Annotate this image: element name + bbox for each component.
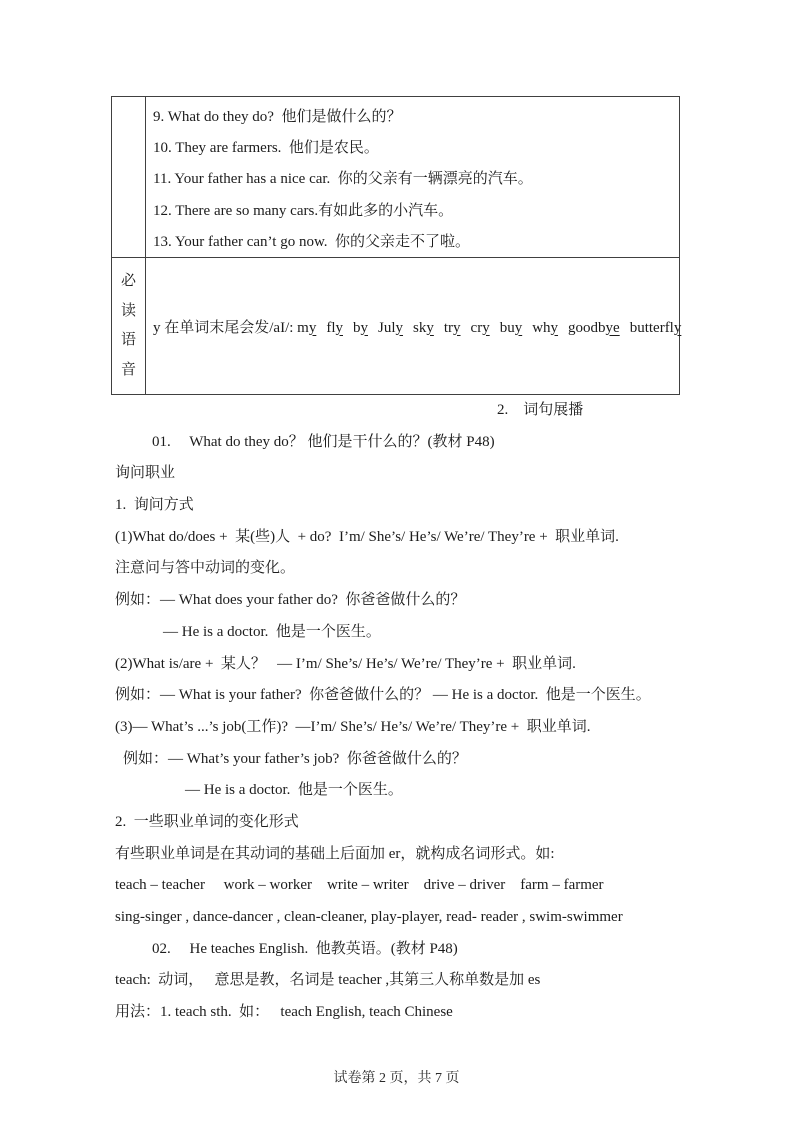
body-line: 1. 询问方式	[115, 497, 194, 514]
table-sentence-line: 12. There are so many cars.有如此多的小汽车。	[153, 202, 454, 219]
body-line: 用法：1. teach sth. 如： teach English, teach Chinese	[115, 1004, 453, 1021]
phonics-word-underlined: y	[426, 319, 434, 336]
phonics-word-stem: bu	[499, 319, 515, 336]
section-heading: 2. 词句展播	[497, 402, 584, 418]
phonics-word	[630, 320, 682, 336]
phonics-word-stem: wh	[532, 319, 551, 336]
body-line: 2. 一些职业单词的变化形式	[115, 813, 299, 830]
phonics-word-stem: b	[353, 319, 361, 336]
body-line: 询问职业	[115, 465, 176, 482]
phonics-label	[112, 258, 146, 394]
phonics-word-stem: cr	[470, 319, 483, 336]
body-line: 例如：— What does your father do? 你爸爸做什么的？	[115, 592, 466, 609]
body-line: 01. What do they do？ 他们是干什么的？(教材 P48)	[152, 433, 495, 450]
phonics-word-underlined: y	[308, 319, 317, 336]
phonics-word	[297, 320, 316, 336]
phonics-word	[378, 320, 403, 336]
summary-table	[111, 96, 680, 395]
page-footer: 试卷第 2 页，共 7 页	[333, 1071, 460, 1086]
phonics-word-underlined: y	[550, 319, 559, 336]
body-line: (1)What do/does + 某(些)人 + do? I’m/ She’s/ He’s/ We’re/ They’re + 职业单词.	[115, 528, 619, 545]
body-line: (3)— What’s ...’s job(工作)? —I’m/ She’s/ He’s/ We’re/ They’re + 职业单词.	[115, 718, 591, 735]
phonics-word-underlined: ye	[605, 319, 620, 336]
table-sentence-line: 10. They are farmers. 他们是农民。	[153, 140, 379, 157]
phonics-word-underlined: y	[482, 319, 490, 336]
phonics-word-stem: fl	[326, 319, 336, 336]
table-sentence-line: 13. Your father can’t go now. 你的父亲走不了啦。	[153, 233, 471, 250]
body-line: 例如：— What is your father? 你爸爸做什么的？ — He is a doctor. 他是一个医生。	[115, 687, 651, 704]
phonics-word	[353, 320, 368, 336]
table-row-phonics	[112, 258, 682, 394]
phonics-word-stem: Jul	[378, 319, 396, 336]
phonics-line	[153, 316, 681, 337]
phonics-word-underlined: y	[514, 319, 523, 336]
page-content	[111, 96, 680, 1029]
phonics-word	[326, 320, 343, 336]
body-line: teach – teacher work – worker write – writer drive – driver farm – farmer	[115, 877, 604, 894]
phonics-word-underlined: y	[395, 319, 404, 336]
phonics-label-char: 音	[120, 362, 136, 379]
table-sentences	[146, 97, 679, 257]
body-line: 注意问与答中动词的变化。	[115, 560, 296, 577]
phonics-intro: y 在单词末尾会发/aI/:	[153, 319, 298, 336]
table-label-cell-empty	[112, 97, 146, 257]
body-line: teach: 动词， 意思是教，名词是 teacher ,其第三人称单数是加 es	[115, 972, 541, 989]
body-text	[111, 395, 680, 1029]
phonics-word-stem: tr	[443, 319, 454, 336]
phonics-word-stem: butterfl	[629, 319, 674, 336]
table-sentence-line: 11. Your father has a nice car. 你的父亲有一辆漂亮的汽车。	[153, 171, 533, 188]
phonics-word-underlined: y	[673, 319, 682, 336]
phonics-label-char: 语	[120, 332, 136, 349]
phonics-word-stem: m	[297, 319, 309, 336]
phonics-word	[413, 320, 434, 336]
phonics-word	[568, 320, 620, 336]
table-sentence-line: 9. What do they do? 他们是做什么的？	[153, 109, 402, 125]
phonics-word-underlined: y	[453, 319, 461, 336]
phonics-label-char: 必	[120, 272, 136, 289]
phonics-word	[500, 320, 523, 336]
phonics-cell	[146, 258, 681, 394]
phonics-word-underlined: y	[360, 319, 368, 336]
body-line: 02. He teaches English. 他教英语。(教材 P48)	[152, 940, 458, 957]
phonics-word-underlined: y	[335, 319, 343, 336]
table-row-sentences	[112, 97, 679, 258]
body-line: sing-singer , dance-dancer , clean-cleaner, play-player, read- reader , swim-swimmer	[115, 909, 623, 925]
phonics-word	[444, 320, 461, 336]
phonics-word-stem: goodb	[568, 319, 606, 336]
body-line: 例如：— What’s your father’s job? 你爸爸做什么的？	[123, 750, 467, 767]
phonics-word-stem: sk	[413, 319, 427, 336]
body-line: — He is a doctor. 他是一个医生。	[163, 623, 381, 640]
body-lines	[115, 427, 680, 1029]
body-line: (2)What is/are + 某人？ — I’m/ She’s/ He’s/ We’re/ They’re + 职业单词.	[115, 655, 576, 672]
body-line: — He is a doctor. 他是一个医生。	[185, 782, 403, 799]
body-line: 有些职业单词是在其动词的基础上后面加 er，就构成名词形式。如:	[115, 845, 555, 862]
phonics-word	[532, 320, 558, 336]
phonics-label-char: 读	[120, 302, 136, 319]
phonics-word	[471, 320, 490, 336]
